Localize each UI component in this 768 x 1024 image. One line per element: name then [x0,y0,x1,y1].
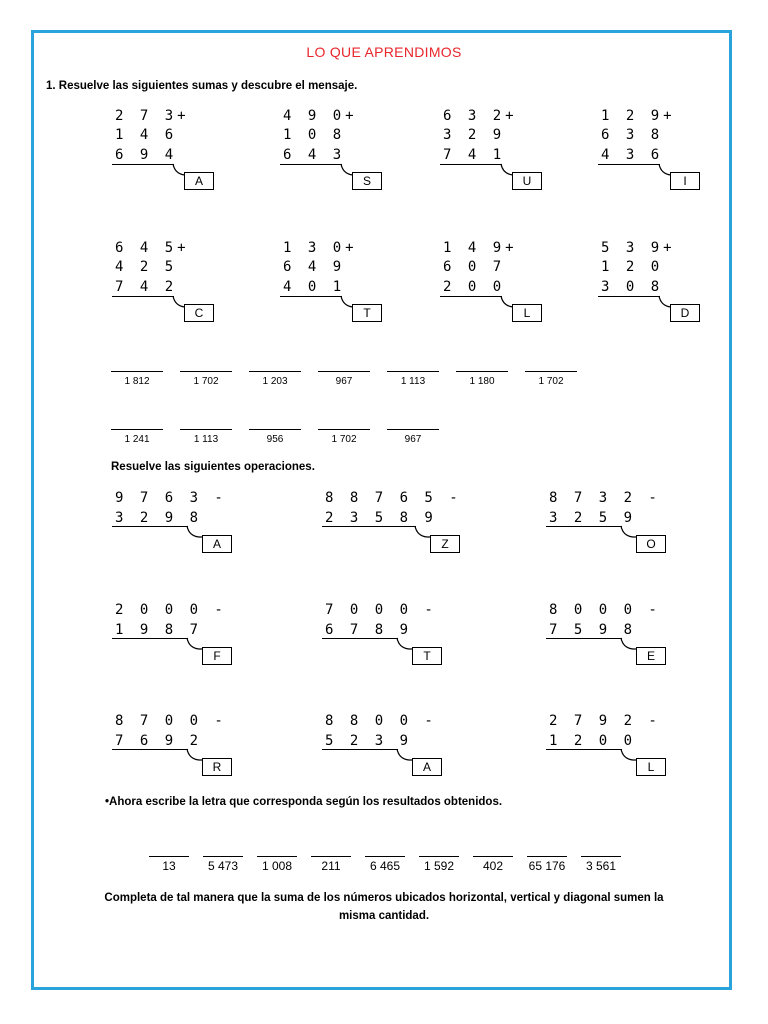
answer-letter-box: O [636,535,666,553]
addend-1: 6 3 2+ [443,108,518,124]
blank-number: 1 180 [469,376,495,387]
blank-number: 65 176 [528,859,566,873]
sum-rule [440,296,502,297]
answer-blank [473,856,513,873]
blank-line [387,371,439,372]
subtrahend: 3 2 5 9 [549,510,637,526]
addend-2: 1 2 0 [601,259,664,275]
blank-line [456,371,508,372]
subtraction-rule [322,749,398,750]
addend-3: 7 4 1 [443,147,506,163]
addend-2: 4 2 5 [115,259,178,275]
minuend: 8 8 7 6 5 - [325,490,462,506]
sum-rule [598,296,660,297]
addend-1: 1 2 9+ [601,108,676,124]
subtrahend: 7 6 9 2 [115,733,203,749]
instruction-sums: 1. Resuelve las siguientes sumas y descubre el mensaje. [46,80,358,92]
blank-line [180,371,232,372]
answer-blank [527,856,567,873]
answer-blank [581,856,621,873]
subtrahend: 2 3 5 8 9 [325,510,437,526]
answer-letter-box: C [184,304,214,322]
subtraction-rule [546,526,622,527]
sum-rule [112,296,174,297]
blank-number: 5 473 [207,859,239,873]
answer-blank [111,371,163,387]
answer-blank [419,856,459,873]
subtraction-rule [112,638,188,639]
blank-line [180,429,232,430]
answer-blank [387,429,439,445]
answer-blank [257,856,297,873]
blank-number: 1 203 [262,376,288,387]
blank-line [581,856,621,857]
blank-number: 1 113 [193,434,219,445]
blank-line [318,371,370,372]
addend-2: 6 3 8 [601,127,664,143]
addend-3: 6 9 4 [115,147,178,163]
answer-letter-box: E [636,647,666,665]
blank-number: 13 [162,859,176,873]
blank-line [365,856,405,857]
subtraction-rule [322,526,416,527]
answer-letter-box: R [202,758,232,776]
blank-line [311,856,351,857]
addend-1: 1 3 0+ [283,240,358,256]
blank-line [257,856,297,857]
subtraction-rule [112,526,188,527]
blank-number: 1 702 [331,434,357,445]
blank-line [111,429,163,430]
blank-number: 1 592 [423,859,455,873]
blank-number: 967 [335,376,353,387]
subtraction-rule [112,749,188,750]
answer-letter-box: A [202,535,232,553]
subtrahend: 1 9 8 7 [115,622,203,638]
addend-1: 4 9 0+ [283,108,358,124]
instruction-magic-square [0,889,768,925]
blank-number: 6 465 [369,859,401,873]
answer-blank [111,429,163,445]
addend-1: 6 4 5+ [115,240,190,256]
minuend: 8 0 0 0 - [549,602,661,618]
addend-3: 7 4 2 [115,279,178,295]
addend-2: 1 0 8 [283,127,346,143]
blank-line [527,856,567,857]
answer-letter-box: L [636,758,666,776]
minuend: 7 0 0 0 - [325,602,437,618]
answer-blank [525,371,577,387]
sum-rule [440,164,502,165]
blank-line [525,371,577,372]
sum-rule [112,164,174,165]
blank-number: 1 113 [400,376,426,387]
minuend: 2 0 0 0 - [115,602,227,618]
addend-2: 6 4 9 [283,259,346,275]
addend-3: 2 0 0 [443,279,506,295]
blank-number: 1 702 [193,376,219,387]
addend-3: 6 4 3 [283,147,346,163]
answer-blank [180,429,232,445]
answer-letter-box: I [670,172,700,190]
blank-number: 967 [404,434,422,445]
instruction-subtractions: Resuelve las siguientes operaciones. [111,461,315,473]
addend-1: 2 7 3+ [115,108,190,124]
minuend: 8 7 3 2 - [549,490,661,506]
instruction-magic-square-text: Completa de tal manera que la suma de los números ubicados horizontal, vertical y diagonal sumen la misma cantidad. [104,892,664,922]
addend-1: 1 4 9+ [443,240,518,256]
answer-blank [387,371,439,387]
answer-letter-box: T [412,647,442,665]
answer-blank [311,856,351,873]
blank-line [149,856,189,857]
answer-blank [203,856,243,873]
blank-line [249,371,301,372]
addend-2: 6 0 7 [443,259,506,275]
sum-rule [598,164,660,165]
answer-blank [318,429,370,445]
answer-blank [180,371,232,387]
answer-letter-box: A [184,172,214,190]
subtraction-rule [546,638,622,639]
sum-rule [280,164,342,165]
blank-number: 956 [266,434,284,445]
blank-number: 1 812 [124,376,150,387]
blank-line [419,856,459,857]
answer-letter-box: S [352,172,382,190]
addend-3: 4 0 1 [283,279,346,295]
title-part-1: LO QUE APRENDIM [306,44,441,60]
answer-blank [249,429,301,445]
minuend: 8 7 0 0 - [115,713,227,729]
answer-blank [365,856,405,873]
answer-letter-box: U [512,172,542,190]
blank-line [318,429,370,430]
subtraction-rule [546,749,622,750]
instruction-write-letters: •Ahora escribe la letra que corresponda según los resultados obtenidos. [105,796,503,808]
minuend: 9 7 6 3 - [115,490,227,506]
answer-letter-box: D [670,304,700,322]
addend-1: 5 3 9+ [601,240,676,256]
addend-2: 3 2 9 [443,127,506,143]
answer-letter-box: T [352,304,382,322]
answer-blank [318,371,370,387]
addend-2: 1 4 6 [115,127,178,143]
page-title [0,44,768,60]
blank-number: 3 561 [585,859,617,873]
blank-line [111,371,163,372]
subtrahend: 1 2 0 0 [549,733,637,749]
answer-blank [149,856,189,873]
subtrahend: 3 2 9 8 [115,510,203,526]
minuend: 8 8 0 0 - [325,713,437,729]
addend-3: 3 0 8 [601,279,664,295]
blank-number: 211 [321,859,341,873]
addend-3: 4 3 6 [601,147,664,163]
answer-blank [456,371,508,387]
answer-letter-box: L [512,304,542,322]
subtrahend: 7 5 9 8 [549,622,637,638]
answer-letter-box: F [202,647,232,665]
answer-letter-box: A [412,758,442,776]
blank-line [387,429,439,430]
blank-number: 402 [482,859,504,873]
subtrahend: 6 7 8 9 [325,622,413,638]
title-part-2: OS [440,44,462,60]
blank-number: 1 702 [538,376,564,387]
blank-line [203,856,243,857]
blank-line [473,856,513,857]
subtrahend: 5 2 3 9 [325,733,413,749]
blank-number: 1 241 [124,434,150,445]
blank-line [249,429,301,430]
minuend: 2 7 9 2 - [549,713,661,729]
answer-letter-box: Z [430,535,460,553]
answer-blank [249,371,301,387]
sum-rule [280,296,342,297]
subtraction-rule [322,638,398,639]
blank-number: 1 008 [261,859,293,873]
